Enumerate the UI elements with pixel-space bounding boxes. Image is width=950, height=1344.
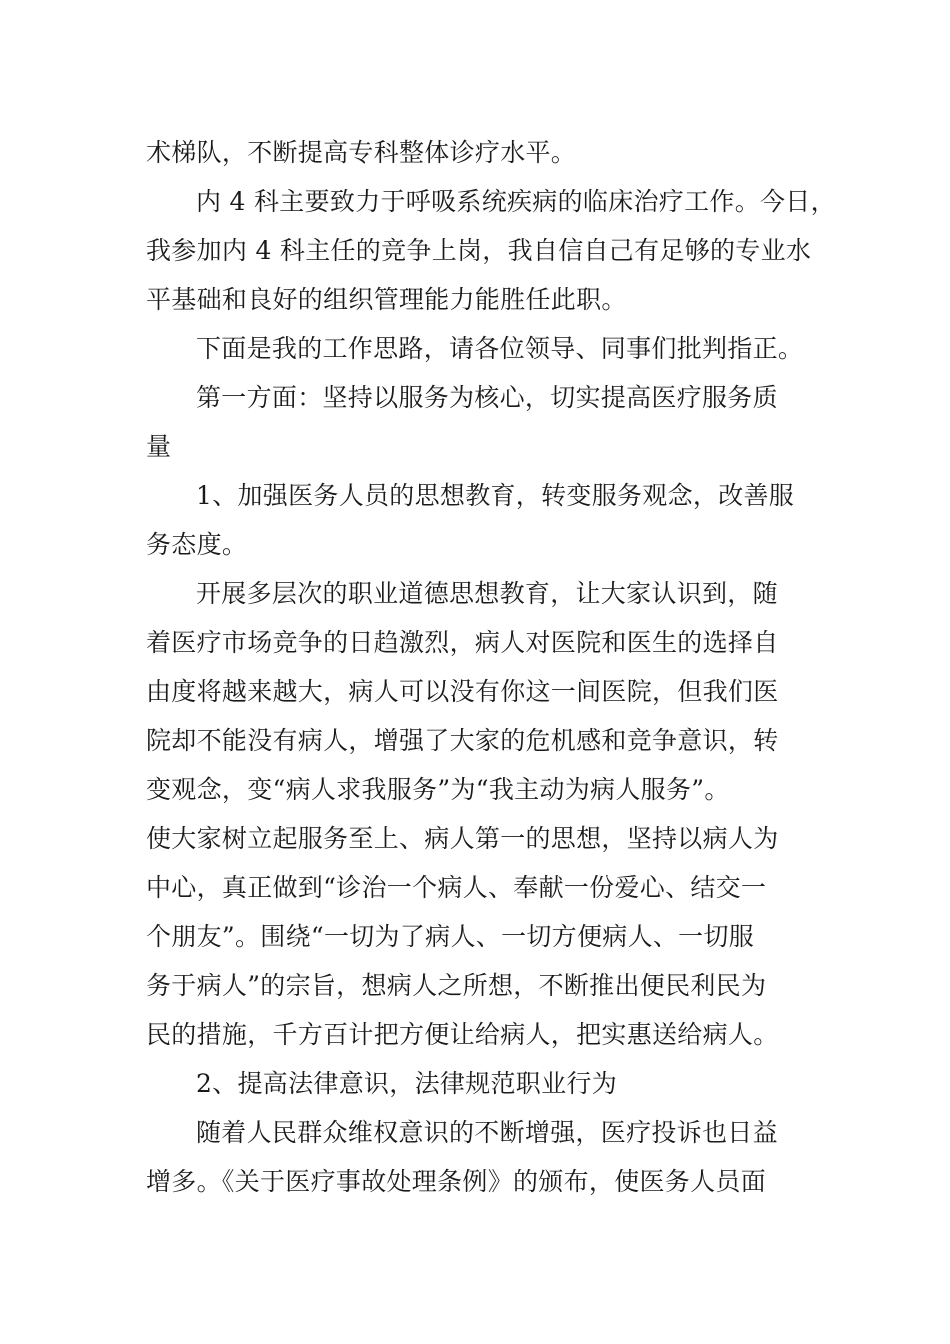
text-line: 由度将越来越大，病人可以没有你这一间医院，但我们医 — [146, 677, 779, 706]
text-line: 平基础和良好的组织管理能力能胜任此职。 — [146, 285, 627, 314]
text-line: 使大家树立起服务至上、病人第一的思想，坚持以病人为 — [146, 824, 779, 853]
document-body — [146, 128, 836, 1206]
text-line: 着医疗市场竞争的日趋激烈，病人对医院和医生的选择自 — [146, 628, 779, 657]
text-line: 民的措施，千方百计把方便让给病人，把实惠送给病人。 — [146, 1020, 779, 1049]
text-line: 变观念，变“病人求我服务”为“我主动为病人服务”。 — [146, 775, 730, 804]
text-line: 开展多层次的职业道德思想教育，让大家认识到，随 — [196, 579, 778, 608]
text-line: 第一方面：坚持以服务为核心，切实提高医疗服务质 — [196, 383, 778, 412]
text-line: 务于病人”的宗旨，想病人之所想，不断推出便民利民为 — [146, 971, 767, 1000]
text-line: 内 4 科主要致力于呼吸系统疾病的临床治疗工作。今日， — [196, 187, 836, 216]
text-line: 随着人民群众维权意识的不断增强，医疗投诉也日益 — [196, 1118, 778, 1147]
text-line: 术梯队，不断提高专科整体诊疗水平。 — [146, 138, 577, 167]
text-line: 中心，真正做到“诊治一个病人、奉献一份爱心、结交一 — [146, 873, 767, 902]
text-line: 2、提高法律意识，法律规范职业行为 — [196, 1069, 618, 1098]
text-line: 院却不能没有病人，增强了大家的危机感和竞争意识，转 — [146, 726, 779, 755]
text-line: 务态度。 — [146, 530, 248, 559]
text-line: 我参加内 4 科主任的竞争上岗，我自信自己有足够的专业水 — [146, 236, 812, 265]
text-line: 量 — [146, 432, 172, 461]
text-line: 下面是我的工作思路，请各位领导、同事们批判指正。 — [196, 334, 804, 363]
text-line: 增多。《关于医疗事故处理条例》的颁布，使医务人员面 — [146, 1167, 767, 1196]
text-line: 个朋友”。围绕“一切为了病人、一切方便病人、一切服 — [146, 922, 755, 951]
text-line: 1、加强医务人员的思想教育，转变服务观念，改善服 — [196, 481, 795, 510]
